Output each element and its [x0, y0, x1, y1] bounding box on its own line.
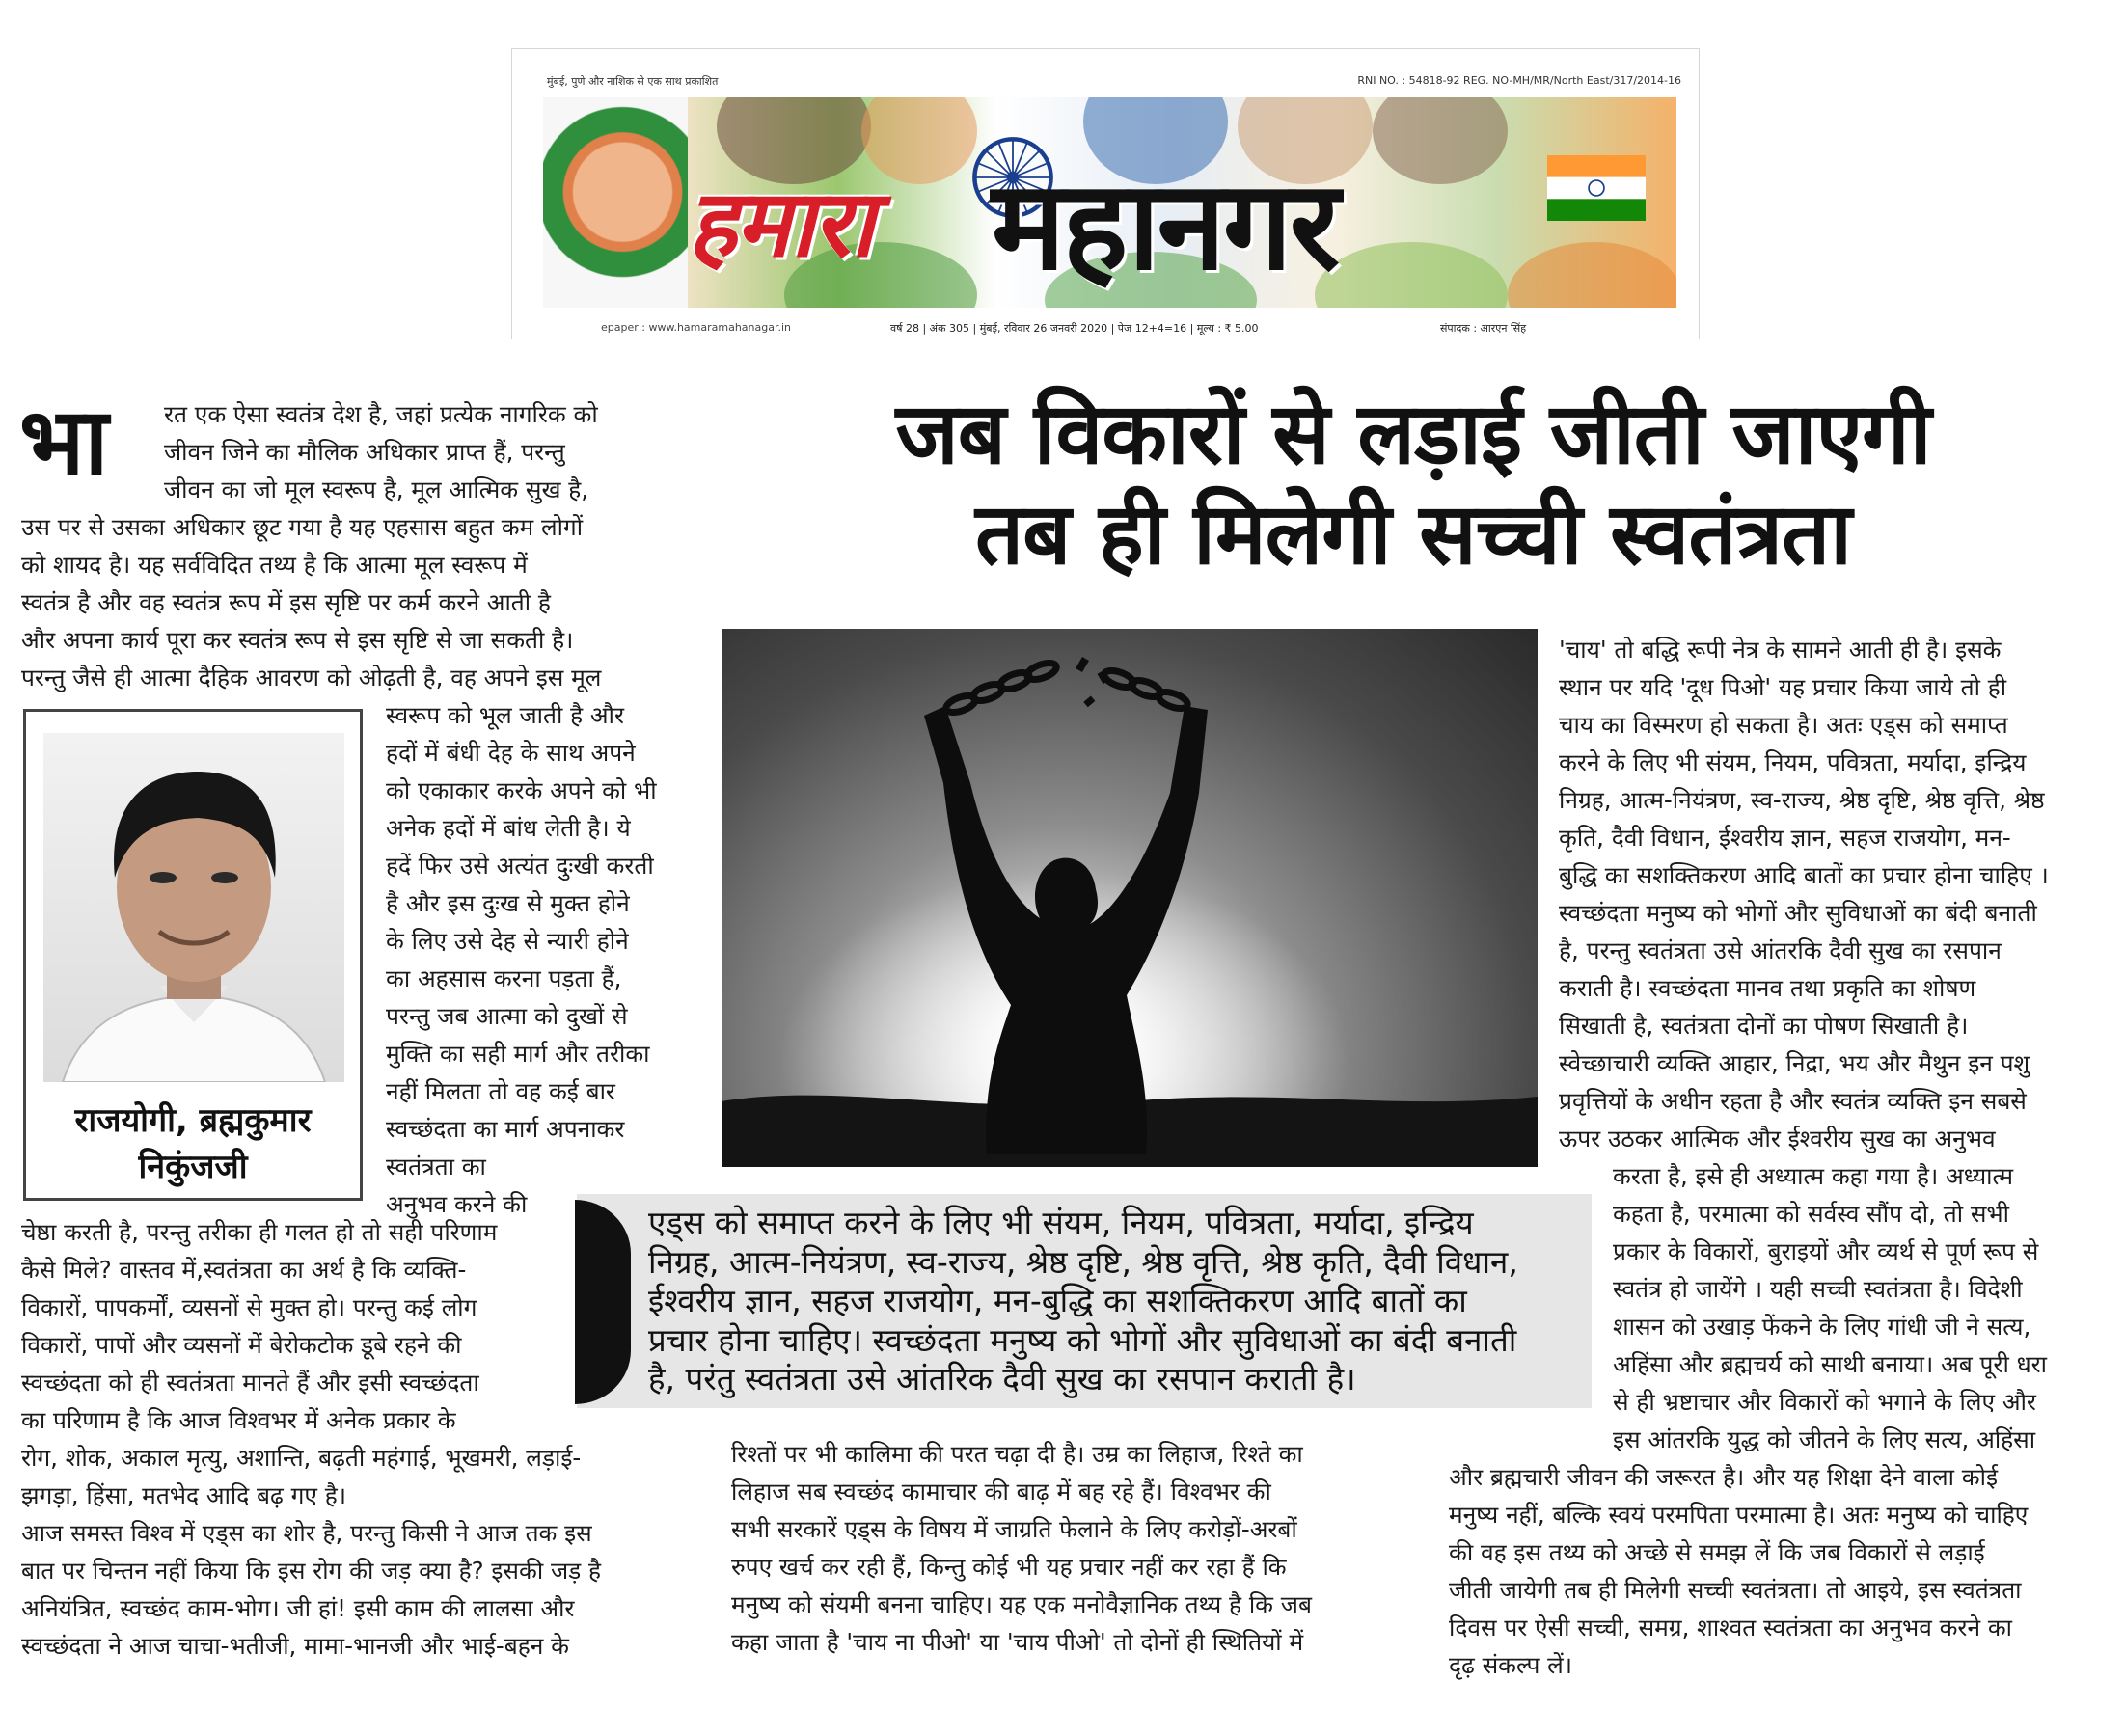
- masthead-tagline: मुंबई, पुणे और नाशिक से एक साथ प्रकाशित: [547, 75, 719, 88]
- logo-hamara: हमारा: [688, 169, 873, 278]
- text-line: कैसे मिले? वास्तव में,स्वतंत्रता का अर्थ है कि व्यक्ति-: [21, 1256, 467, 1284]
- painted-face-image: [543, 97, 688, 308]
- text-line: चाय का विस्मरण हो सकता है। अतः एड्स को समाप्त: [1559, 711, 2008, 739]
- headline-line: तब ही मिलेगी सच्ची स्वतंत्रता: [974, 484, 1852, 583]
- broken-chains-silhouette-image: [722, 629, 1538, 1167]
- author-name-line: निकुंजजी: [138, 1148, 248, 1186]
- drop-cap: भा: [19, 388, 109, 496]
- text-line: करता है, इसे ही अध्यात्म कहा गया है। अध्यात्म: [1613, 1162, 2014, 1190]
- text-line: विकारों, पापकर्मों, व्यसनों से मुक्त हो। परन्तु कई लोग: [21, 1293, 477, 1321]
- text-line: कराती है। स्वच्छंदता मानव तथा प्रकृति का शोषण: [1559, 974, 1976, 1002]
- pull-quote-line: है, परंतु स्वतंत्रता उसे आंतरिक दैवी सुख का रसपान कराती है।: [648, 1360, 1356, 1397]
- crowd-shape: [1508, 242, 1676, 308]
- newspaper-masthead: [511, 48, 1700, 339]
- text-line: को एकाकार करके अपने को भी: [386, 776, 657, 804]
- author-name-line: राजयोगी, ब्रह्मकुमार: [74, 1101, 312, 1140]
- text-line: रत एक ऐसा स्वतंत्र देश है, जहां प्रत्येक नागरिक को: [164, 400, 598, 428]
- text-line: कहा जाता है 'चाय ना पीओ' या 'चाय पीओ' तो दोनों ही स्थितियों में: [731, 1628, 1304, 1656]
- pull-quote: [577, 1194, 1592, 1408]
- author-portrait-image: [43, 733, 344, 1082]
- text-line: लिहाज सब स्वच्छंद कामाचार की बाढ़ में बह रहे हैं। विश्वभर की: [731, 1478, 1271, 1505]
- text-line: सभी सरकारें एड्स के विषय में जाग्रति फेलाने के लिए करोड़ों-अरबों: [731, 1515, 1297, 1543]
- text-line: अनेक हदों में बांध लेती है। ये: [386, 814, 631, 842]
- text-line: कहता है, परमात्मा को सर्वस्व सौंप दो, तो सभी: [1613, 1200, 2009, 1228]
- crowd-shape: [1373, 97, 1508, 184]
- pull-quote-line: प्रचार होना चाहिए। स्वच्छंदता मनुष्य को भोगों और सुविधाओं का बंदी बनाती: [648, 1320, 1517, 1359]
- text-line: परन्तु जैसे ही आत्मा दैहिक आवरण को ओढ़ती है, वह अपने इस मूल: [21, 664, 602, 692]
- pull-quote-line: निग्रह, आत्म-नियंत्रण, स्व-राज्य, श्रेष्ठ दृष्टि, श्रेष्ठ वृत्ति, श्रेष्ठ कृति, दैवी विधान,: [648, 1242, 1518, 1281]
- text-line: नहीं मिलता तो वह कई बार: [386, 1077, 615, 1105]
- column-3-mid-text: [1613, 1157, 2114, 1458]
- article-headline: [714, 384, 2112, 584]
- text-line: स्वच्छंदता को ही स्वतंत्रता मानते हैं और इसी स्वच्छंदता: [21, 1369, 479, 1397]
- crowd-shape: [1315, 242, 1508, 308]
- text-line: स्वच्छंदता ने आज चाचा-भतीजी, मामा-भानजी और भाई-बहन के: [21, 1632, 569, 1660]
- text-line: शासन को उखाड़ फेंकने के लिए गांधी जी ने सत्य,: [1613, 1313, 2031, 1341]
- text-line: उस पर से उसका अधिकार छूट गया है यह एहसास बहुत कम लोगों: [21, 513, 584, 541]
- text-line: जीवन का जो मूल स्वरूप है, मूल आत्मिक सुख है,: [164, 475, 589, 503]
- indian-flag-icon: [1543, 155, 1649, 221]
- author-name: [26, 1098, 360, 1190]
- text-line: और ब्रह्मचारी जीवन की जरूरत है। और यह शिक्षा देने वाला कोई: [1449, 1463, 1998, 1491]
- text-line: रिश्तों पर भी कालिमा की परत चढ़ा दी है। उम्र का लिहाज, रिश्ते का: [731, 1440, 1303, 1468]
- text-line: की वह इस तथ्य को अच्छे से समझ लें कि जब विकारों से लड़ाई: [1449, 1538, 1985, 1566]
- text-line: है, परन्तु स्वतंत्रता उसे आंतरकि दैवी सुख का रसपान: [1559, 936, 2002, 964]
- column-1-narrow-text: [386, 696, 704, 1223]
- text-line: का अहसास करना पड़ता हैं,: [386, 964, 622, 992]
- text-line: हदें फिर उसे अत्यंत दुःखी करती: [386, 852, 654, 880]
- text-line: और अपना कार्य पूरा कर स्वतंत्र रूप से इस सृष्टि से जा सकती है।: [21, 626, 574, 654]
- text-line: स्वतंत्र है और वह स्वतंत्र रूप में इस सृष्टि पर कर्म करने आती है: [21, 588, 551, 616]
- column-3-text: [1559, 631, 2118, 1157]
- logo-mahanagar: महानगर: [992, 154, 1338, 298]
- text-line: अनुभव करने की: [386, 1190, 528, 1218]
- author-photo: [43, 733, 344, 1082]
- text-line: स्वेच्छाचारी व्यक्ति आहार, निद्रा, भय और मैथुन इन पशु: [1559, 1049, 2030, 1077]
- text-line: जीवन जिने का मौलिक अधिकार प्राप्त हैं, परन्तु: [164, 438, 565, 466]
- text-line: दिवस पर ऐसी सच्ची, समग्र, शाश्वत स्वतंत्रता का अनुभव करने का: [1449, 1614, 2012, 1641]
- pull-quote-line: ईश्वरीय ज्ञान, सहज राजयोग, मन-बुद्धि का सशक्तिकरण आदि बातों का: [648, 1282, 1467, 1319]
- text-line: कृति, दैवी विधान, ईश्वरीय ज्ञान, सहज राजयोग, मन-: [1559, 824, 2011, 852]
- text-line: स्वतंत्रता का: [386, 1153, 486, 1180]
- text-line: मुक्ति का सही मार्ग और तरीका: [386, 1040, 650, 1068]
- text-line: से ही भ्रष्टाचार और विकारों को भगाने के लिए और: [1613, 1388, 2036, 1416]
- text-line: करने के लिए भी संयम, नियम, पवित्रता, मर्यादा, इन्द्रिय: [1559, 748, 2027, 776]
- text-line: परन्तु जब आत्मा को दुखों से: [386, 1002, 628, 1030]
- text-line: दृढ़ संकल्प लें।: [1449, 1651, 1573, 1679]
- article-photo: [722, 629, 1538, 1167]
- crowd-shape: [861, 97, 977, 184]
- text-line: अनियंत्रित, स्वच्छंद काम-भोग। जी हां! इसी काम की लालसा और: [21, 1594, 575, 1622]
- text-line: के लिए उसे देह से न्यारी होने: [386, 927, 629, 955]
- text-line: चेष्ठा करती है, परन्तु तरीका ही गलत हो तो सही परिणाम: [21, 1218, 498, 1246]
- text-line: हदों में बंधी देह के साथ अपने: [386, 739, 636, 767]
- text-line: रुपए खर्च कर रही हैं, किन्तु कोई भी यह प्रचार नहीं कर रहा हैं कि: [731, 1553, 1287, 1581]
- text-line: स्वतंत्र हो जायेंगे । यही सच्ची स्वतंत्रता है। विदेशी: [1613, 1275, 2023, 1303]
- pull-quote-text: [648, 1204, 1518, 1399]
- text-line: बात पर चिन्तन नहीं किया कि इस रोग की जड़ क्या है? इसकी जड़ है: [21, 1557, 602, 1585]
- masthead-footer: [601, 321, 1681, 337]
- column-3-bottom-text: [1449, 1458, 2114, 1684]
- pull-quote-line: एड्स को समाप्त करने के लिए भी संयम, नियम, पवित्रता, मर्यादा, इन्द्रिय: [648, 1204, 1474, 1241]
- text-line: झगड़ा, हिंसा, मतभेद आदि बढ़ गए है।: [21, 1481, 346, 1509]
- text-line: मनुष्य नहीं, बल्कि स्वयं परमपिता परमात्मा है। अतः मनुष्य को चाहिए: [1449, 1501, 2029, 1529]
- column-2-text: [731, 1435, 1426, 1661]
- epaper-link[interactable]: epaper : www.hamaramahanagar.in: [601, 321, 792, 334]
- editor-credit: संपादक : आरएन सिंह: [1440, 322, 1527, 335]
- text-line: इस आंतरकि युद्ध को जीतने के लिए सत्य, अहिंसा: [1613, 1425, 2036, 1453]
- intro-text: [164, 395, 675, 508]
- text-line: मनुष्य को संयमी बनना चाहिए। यह एक मनोवैज्ञानिक तथ्य है कि जब: [731, 1590, 1312, 1618]
- text-line: विकारों, पापों और व्यसनों में बेरोकटोक डूबे रहने की: [21, 1331, 462, 1359]
- text-line: स्वरूप को भूल जाती है और: [386, 701, 624, 729]
- quote-mark-icon: [575, 1200, 631, 1404]
- text-line: को शायद है। यह सर्वविदित तथ्य है कि आत्मा मूल स्वरूप में: [21, 551, 528, 579]
- text-line: आज समस्त विश्व में एड्स का शोर है, परन्तु किसी ने आज तक इस: [21, 1519, 592, 1547]
- text-line: निग्रह, आत्म-नियंत्रण, स्व-राज्य, श्रेष्ठ दृष्टि, श्रेष्ठ वृत्ति, श्रेष्ठ: [1559, 786, 2045, 814]
- author-box: [23, 709, 363, 1201]
- text-line: स्थान पर यदि 'दूध पिओ' यह प्रचार किया जाये तो ही: [1559, 673, 2007, 701]
- text-line: बुद्धि का सशक्तिकरण आदि बातों का प्रचार होना चाहिए ।: [1559, 861, 2049, 889]
- text-line: है और इस दुःख से मुक्त होने: [386, 889, 630, 917]
- masthead-rni-number: RNI NO. : 54818-92 REG. NO-MH/MR/North East/317/2014-16: [1357, 74, 1681, 87]
- text-line: स्वच्छंदता मनुष्य को भोगों और सुविधाओं का बंदी बनाती: [1559, 899, 2037, 927]
- column-1-text: [21, 508, 687, 696]
- text-line: ऊपर उठकर आत्मिक और ईश्वरीय सुख का अनुभव: [1559, 1125, 1996, 1153]
- text-line: जीती जायेगी तब ही मिलेगी सच्ची स्वतंत्रता। तो आइये, इस स्वतंत्रता: [1449, 1576, 2022, 1604]
- masthead-banner: [543, 97, 1676, 308]
- issue-info: वर्ष 28 | अंक 305 | मुंबई, रविवार 26 जनवरी 2020 | पेज 12+4=16 | मूल्य : ₹ 5.00: [890, 322, 1259, 335]
- text-line: प्रकार के विकारों, बुराइयों और व्यर्थ से पूर्ण रूप से: [1613, 1237, 2039, 1265]
- text-line: रोग, शोक, अकाल मृत्यु, अशान्ति, बढ़ती महंगाई, भूखमरी, लड़ाई-: [21, 1444, 582, 1472]
- text-line: अहिंसा और ब्रह्मचर्य को साथी बनाया। अब पूरी धरा: [1613, 1350, 2048, 1378]
- text-line: सिखाती है, स्वतंत्रता दोनों का पोषण सिखाती है।: [1559, 1012, 1969, 1040]
- text-line: 'चाय' तो बद्धि रूपी नेत्र के सामने आती ही है। इसके: [1559, 636, 2002, 664]
- headline-line: जब विकारों से लड़ाई जीती जाएगी: [895, 384, 1931, 483]
- text-line: प्रवृत्तियों के अधीन रहता है और स्वतंत्र व्यक्ति इन सबसे: [1559, 1087, 2027, 1115]
- text-line: का परिणाम है कि आज विश्वभर में अनेक प्रकार के: [21, 1406, 456, 1434]
- text-line: स्वच्छंदता का मार्ग अपनाकर: [386, 1115, 625, 1143]
